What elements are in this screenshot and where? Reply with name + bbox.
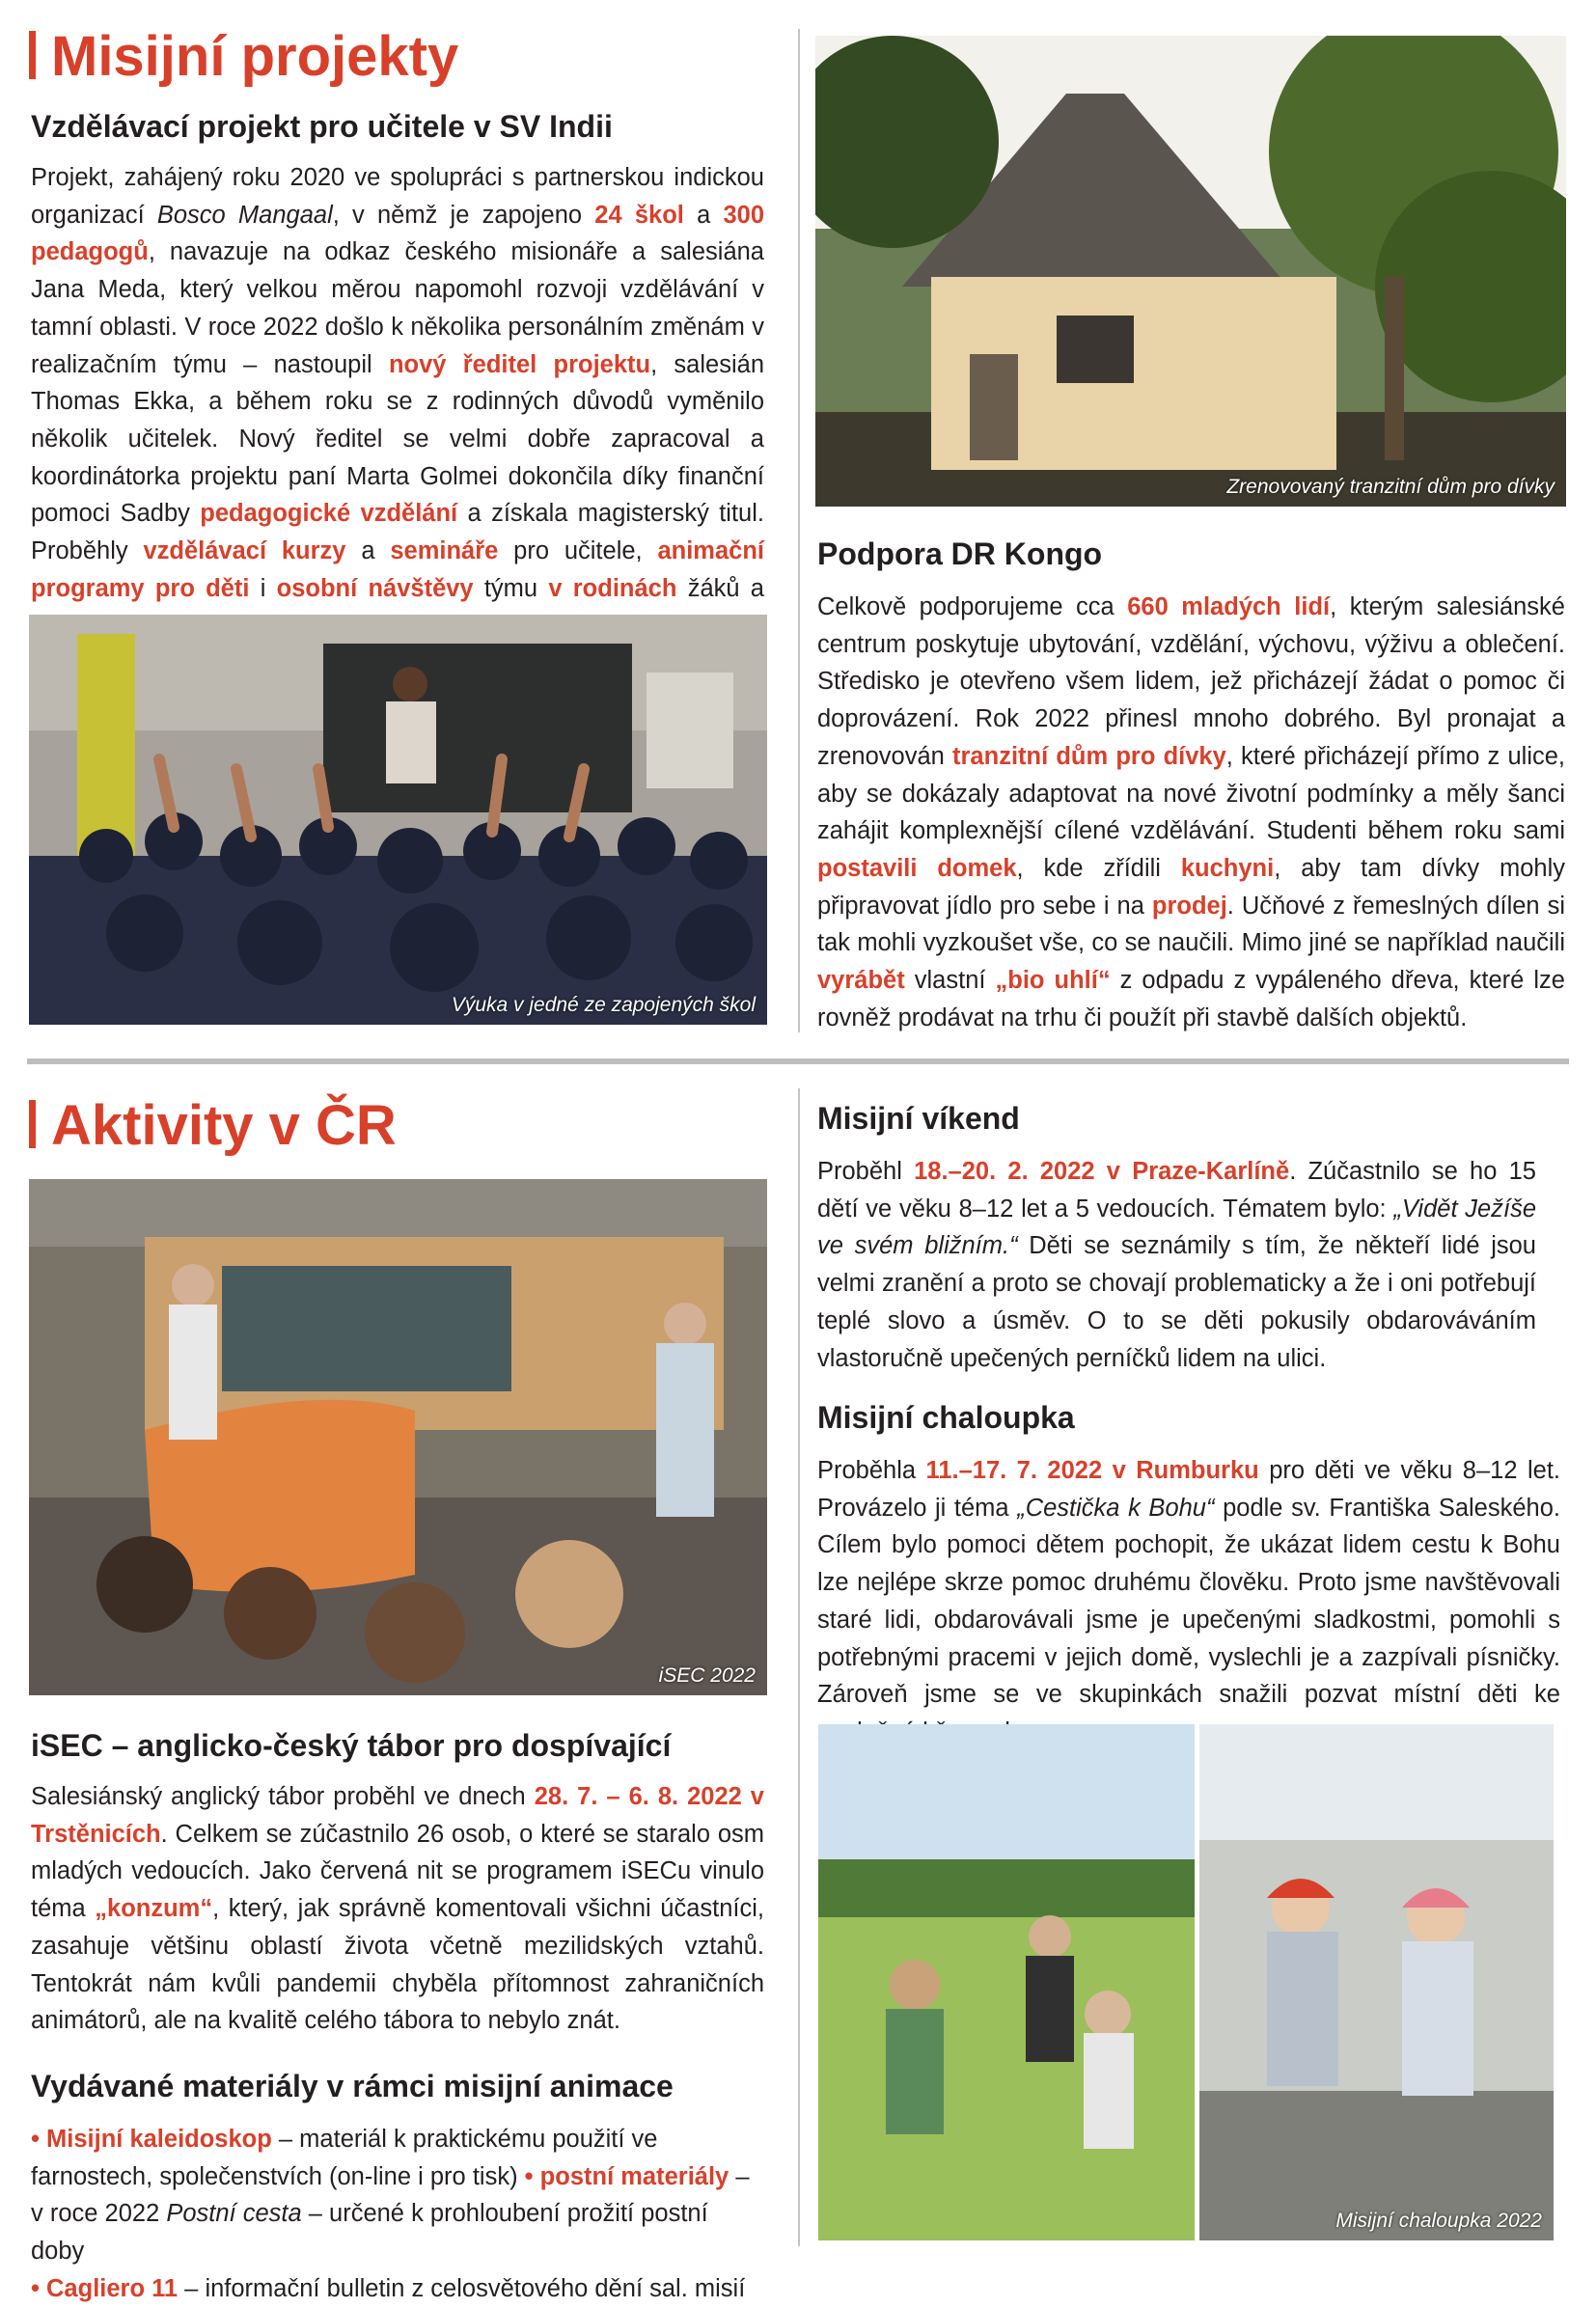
- camp-illustration: [29, 1179, 767, 1695]
- isec-paragraph: Salesiánský anglický tábor proběhl ve dnech 28. 7. – 6. 8. 2022 v Trstěnicích. Celkem se zúčastnilo 26 osob, o které se staralo osm mladých vedoucích. Jako červená nit se programem iSECu vinulo téma „konzum“, který, jak správně komentovali všichni účastníci, zasahuje většinu oblastí života včetně mezilidských vztahů. Tentokrát nám kvůli pandemii chyběla přítomnost zahraničních animátorů, ale na kvalitě celého tábora to nebylo znát.: [31, 1783, 764, 2035]
- section-divider: [27, 1058, 1569, 1064]
- section-title-activities: [29, 1094, 397, 1157]
- missions-title: Misijní projekty: [51, 25, 459, 88]
- congo-heading: Podpora DR Kongo: [817, 536, 1103, 571]
- bullet-icon: •: [524, 2162, 540, 2190]
- india-heading: Vzdělávací projekt pro učitele v SV Indii: [31, 109, 613, 144]
- isec-photo: [29, 1179, 767, 1695]
- congo-house-photo: [815, 36, 1566, 507]
- bullet-icon: •: [31, 2126, 47, 2153]
- column-divider-bottom: [798, 1088, 800, 2246]
- weekend-paragraph: Proběhl 18.–20. 2. 2022 v Praze-Karlíně. Zúčastnilo se ho 15 dětí ve věku 8–12 let a 5 vedoucích. Tématem bylo: „Vidět Ježíše ve svém bližním.“ Děti se seznámily s tím, že někteří lidé jsou velmi zranění a proto se chovají problematicky a že i oni potřebují teplé slovo a úsměv. O to se děti pokusily obdarováváním vlastoručně upečených perníčků lidem na ulici.: [817, 1158, 1537, 1372]
- material-name: postní materiály: [539, 2162, 729, 2190]
- cottage-heading: Misijní chaloupka: [817, 1400, 1075, 1435]
- classroom-illustration: [29, 615, 767, 1025]
- cottage-photo-caption: Misijní chaloupka 2022: [1335, 2210, 1542, 2232]
- house-illustration: [815, 36, 1566, 507]
- house-photo-caption: Zrenovovaný tranzitní dům pro dívky: [1226, 476, 1555, 498]
- cottage-photo: [818, 1724, 1554, 2240]
- cottage-paragraph: Proběhla 11.–17. 7. 2022 v Rumburku pro děti ve věku 8–12 let. Provázelo ji téma „Cestička k Bohu“ podle sv. Františka Saleského. Cílem bylo pomoci dětem pochopit, že ukázat lidem cestu k Bohu lze nejlépe skrze pomoc druhému člověku. Proto jsme navštěvovali staré lidi, obdarovávali jsme je upečenými sladkostmi, pomohli s potřebnými pracemi v jejich domě, vyslechli je a zazpívali písničky. Zároveň jsme se ve skupinkách snažili pozvat místní děti ke: [817, 1457, 1560, 1709]
- section-title-missions: [29, 25, 459, 88]
- meadow-illustration: [818, 1724, 1554, 2240]
- isec-heading: iSEC – anglicko-český tábor pro dospívající: [31, 1728, 672, 1763]
- title-bar: [29, 1100, 36, 1148]
- isec-photo-caption: iSEC 2022: [658, 1664, 756, 1687]
- material-name: Misijní kaleidoskop: [46, 2126, 272, 2153]
- material-name: Cagliero 11: [46, 2274, 179, 2302]
- materials-heading: Vydávané materiály v rámci misijní animace: [31, 2069, 674, 2103]
- column-divider-top: [798, 29, 800, 1032]
- title-bar: [29, 31, 36, 79]
- bullet-icon: •: [31, 2274, 47, 2302]
- india-paragraph: Projekt, zahájený roku 2020 ve spolupráci s partnerskou indickou organizací Bosco Mangaal, v němž je zapojeno 24 škol a 300 pedagogů, navazuje na odkaz českého misionáře a salesiána Jana Meda, který velkou měrou napomohl rozvoji vzdělávání v tamní oblasti. V roce 2022 došlo k několika personálním změnám v realizačním týmu – nastoupil nový ředitel projektu, salesián Thomas Ekka, a během roku se z rodinných důvodů vyměnilo několik učitelek. Nový ředitel se velmi dobře zapracoval a koordinátorka projektu paní Marta Golmei dokončila díky finanční pomoci Sadby pedagogické vzdělání a získala magisterský titul. Proběhly vzdělávací kurzy a semináře pro učitele, animační programy pro děti i osobní návštěvy týmu v rodinách žáků a: [31, 164, 764, 602]
- materials-list: • Misijní kaleidoskop – materiál k praktickému použití ve farnostech, společenstvích (on-line i pro tisk) • postní materiály – v roce 2022 Postní cesta – určené k prohloubení prožití postní doby • Cagliero 11 – informační bulletin z celosvětového dění sal. misií: [31, 2126, 750, 2302]
- weekend-heading: Misijní víkend: [817, 1101, 1020, 1136]
- congo-paragraph: Celkově podporujeme cca 660 mladých lidí, kterým salesiánské centrum poskytuje ubytování, vzdělání, výchovu, výživu a oblečení. Středisko je otevřeno všem lidem, jež přicházejí žádat o pomoc či doprovázení. Rok 2022 přinesl mnoho dobrého. Byl pronajat a zrenovován tranzitní dům pro dívky, které přicházejí přímo z ulice, aby se dokázaly adaptovat na nové životní podmínky a měly šanci zahájit komplexnější cílené vzdělávání. Studenti během roku sami postavili domek, kde zřídili kuchyni, aby tam dívky mohly připravovat jídlo pro sebe i na prodej. Učňové z řemeslných dílen si tak mohli vyzkoušet vše, co se naučili. Mimo jiné se například naučili vyrábět vlastní „bio uhlí“ z odpadu z vypáleného dřeva, které lze rovněž prodávat na trhu či použít při stavbě dalších objektů.: [817, 593, 1566, 1031]
- classroom-photo-caption: Výuka v jedné ze zapojených škol: [451, 994, 756, 1016]
- activities-title: Aktivity v ČR: [51, 1094, 397, 1157]
- classroom-photo: [29, 615, 767, 1025]
